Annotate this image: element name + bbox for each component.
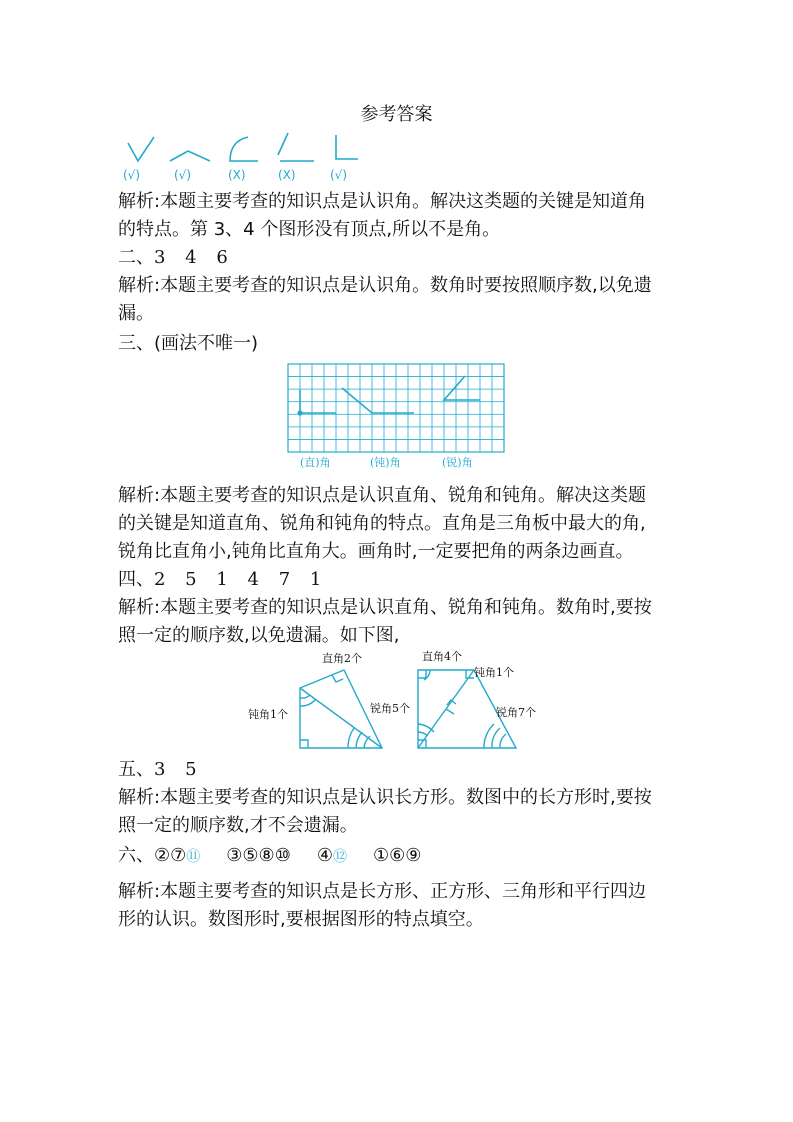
q5-answer-line — [118, 756, 197, 784]
grid-label-obtuse: (钝)角 — [370, 456, 401, 469]
left-fig-top-label: 直角2个 — [322, 652, 362, 665]
q4-label: 四、 — [118, 569, 154, 590]
q6-group3-extra: ⑫ — [332, 849, 347, 865]
q6-analysis-line2: 形的认识。数图形时,要根据图形的特点填空。 — [118, 909, 484, 930]
grid-label-right: (直)角 — [300, 456, 331, 469]
q3-label: 三、(画法不唯一) — [118, 333, 259, 354]
q2-answer-line — [118, 244, 228, 272]
grid-label-acute: (锐)角 — [442, 456, 473, 469]
q5-label: 五、 — [118, 759, 154, 780]
q6-group1-extra: ⑪ — [186, 849, 201, 865]
obtuse-angle-drawing — [342, 388, 414, 413]
q1-analysis-line1: 解析:本题主要考查的知识点是认识角。解决这类题的关键是知道角 — [118, 191, 647, 212]
q6-group1: ②⑦ — [154, 845, 187, 866]
q4-answer-line — [118, 566, 321, 594]
q1-mark-3: (X) — [228, 168, 246, 182]
q5-answer: 3 5 — [154, 759, 197, 780]
q2-analysis-line1: 解析:本题主要考查的知识点是认识角。数角时要按照顺序数,以免遗 — [118, 275, 652, 296]
q4-angle-count-figure — [244, 648, 554, 754]
q6-analysis-line1: 解析:本题主要考查的知识点是长方形、正方形、三角形和平行四边 — [118, 881, 647, 902]
left-fig-right-label: 锐角5个 — [370, 702, 410, 715]
q6-group3: ④ — [316, 845, 333, 866]
q2-label: 二、 — [118, 247, 154, 268]
q6-label: 六、 — [118, 845, 154, 866]
page-title: 参考答案 — [360, 104, 433, 125]
q5-analysis-line2: 照一定的顺序数,才不会遗漏。 — [118, 815, 358, 836]
left-fig-left-label: 钝角1个 — [248, 708, 288, 721]
q1-analysis-line2: 的特点。第 3、4 个图形没有顶点,所以不是角。 — [118, 219, 501, 240]
q5-analysis-line1: 解析:本题主要考查的知识点是认识长方形。数图中的长方形时,要按 — [118, 787, 652, 808]
right-fig-top-label: 直角4个 — [422, 650, 462, 663]
q1-mark-2: (√) — [174, 168, 192, 182]
q2-answer: 3 4 6 — [154, 247, 228, 268]
q1-angle-figures — [118, 125, 378, 187]
q1-mark-1: (√) — [123, 168, 141, 182]
q3-analysis-line2: 的关键是知道直角、锐角和钝角的特点。直角是三角板中最大的角, — [118, 513, 646, 534]
q4-answer: 2 5 1 4 7 1 — [154, 569, 322, 590]
q1-mark-4: (X) — [278, 168, 296, 182]
q6-group2: ③⑤⑧⑩ — [226, 845, 291, 866]
q6-group4: ①⑥⑨ — [372, 845, 422, 866]
acute-angle-drawing — [444, 376, 480, 400]
q3-grid-figure — [286, 362, 508, 472]
q4-analysis-line1: 解析:本题主要考查的知识点是认识直角、锐角和钝角。数角时,要按 — [118, 597, 652, 618]
q3-analysis-line3: 锐角比直角小,钝角比直角大。画角时,一定要把角的两条边画直。 — [118, 541, 634, 562]
angle-figure-5 — [336, 135, 358, 159]
q2-analysis-line2: 漏。 — [118, 303, 154, 324]
angle-figure-2 — [170, 151, 210, 161]
angle-figure-3 — [230, 137, 258, 161]
right-fig-top-right-label: 钝角1个 — [474, 666, 514, 679]
angle-figure-1 — [128, 137, 154, 161]
right-fig-right-label: 锐角7个 — [496, 706, 536, 719]
q4-analysis-line2: 照一定的顺序数,以免遗漏。如下图, — [118, 625, 400, 646]
q1-mark-5: (√) — [330, 168, 348, 182]
angle-figure-4 — [278, 133, 314, 161]
q6-answer-line — [118, 842, 421, 871]
q3-analysis-line1: 解析:本题主要考查的知识点是认识直角、锐角和钝角。解决这类题 — [118, 485, 647, 506]
